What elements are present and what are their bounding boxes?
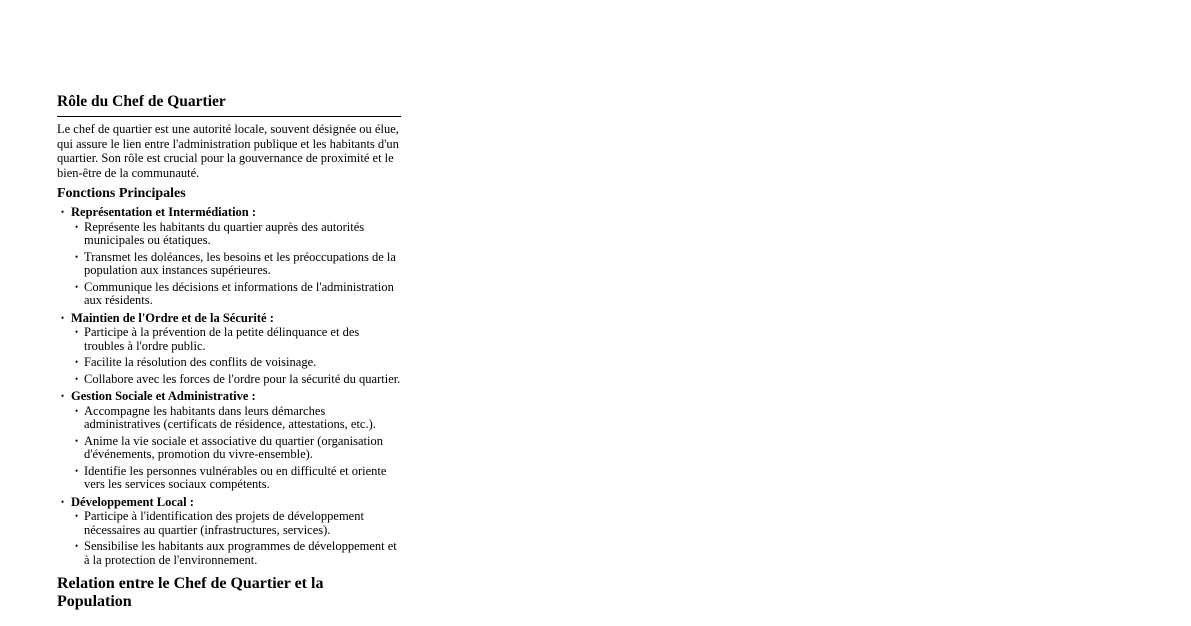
list-item [71,435,401,462]
list-item-text: Participe à la prévention de la petite délinquance et des troubles à l'ordre public. [84,325,360,353]
bullet-icon: • [75,251,79,262]
bullet-icon: • [75,541,79,552]
list-item-text: Communique les décisions et informations de l'administration aux résidents. [84,279,394,308]
bullet-icon: • [75,327,79,338]
list-item [71,356,401,370]
bullet-icon: • [75,465,79,476]
bullet-icon: • [61,496,65,507]
bullet-icon: • [61,312,65,323]
subsection-title-fonctions: Fonctions Principales [57,186,186,202]
group-title: Développement Local : [71,494,194,509]
group-title: Gestion Sociale et Administrative : [71,389,256,404]
list-item [71,251,401,278]
bullet-icon: • [75,221,79,232]
bullet-icon: • [75,435,79,446]
function-group [57,495,401,568]
list-item [71,281,401,308]
list-item [71,510,401,537]
bullet-icon: • [75,373,79,384]
list-item [71,405,401,432]
bullet-icon: • [61,207,65,218]
list-item-text: Collabore avec les forces de l'ordre pour la sécurité du quartier. [84,371,401,386]
group-items-list [71,326,401,386]
list-item-text: Accompagne les habitants dans leurs démarches administratives (certificats de résidence, attestations, etc.). [84,403,376,432]
list-item-text: Facilite la résolution des conflits de voisinage. [84,355,317,370]
list-item [71,465,401,492]
list-item-text: Représente les habitants du quartier auprès des autorités municipales ou étatiques. [84,219,365,248]
list-item-text: Transmet les doléances, les besoins et les préoccupations de la population aux instances supérieures. [84,249,396,278]
list-item-text: Anime la vie sociale et associative du quartier (organisation d'événements, promotion du vivre-ensemble). [84,433,383,462]
document-column [57,92,401,611]
list-item [71,540,401,567]
list-item-text: Participe à l'identification des projets de développement nécessaires au quartier (infrastructures, services). [84,509,364,537]
section-title-role: Rôle du Chef de Quartier [57,92,401,117]
list-item [71,326,401,353]
bullet-icon: • [75,405,79,416]
intro-paragraph: Le chef de quartier est une autorité locale, souvent désignée ou élue, qui assure le lien entre l'administration publique et les habitants d'un quartier. Son rôle est crucial pour la gouvernance de proximité et le bien-être de la communauté. [57,122,399,180]
group-title: Maintien de l'Ordre et de la Sécurité : [71,310,274,325]
list-item [71,221,401,248]
bullet-icon: • [61,391,65,402]
group-title: Représentation et Intermédiation : [71,205,257,220]
group-items-list [71,405,401,492]
group-items-list [71,221,401,308]
group-items-list [71,510,401,567]
list-item [71,373,401,387]
function-groups-list [57,205,401,567]
section-title-relation: Relation entre le Chef de Quartier et la Population [57,575,324,611]
bullet-icon: • [75,281,79,292]
bullet-icon: • [75,511,79,522]
list-item-text: Identifie les personnes vulnérables ou en difficulté et oriente vers les services sociaux compétents. [84,463,387,492]
function-group [57,389,401,492]
function-group [57,311,401,387]
function-group [57,205,401,308]
bullet-icon: • [75,357,79,368]
list-item-text: Sensibilise les habitants aux programmes de développement et à la protection de l'environnement. [84,539,397,567]
